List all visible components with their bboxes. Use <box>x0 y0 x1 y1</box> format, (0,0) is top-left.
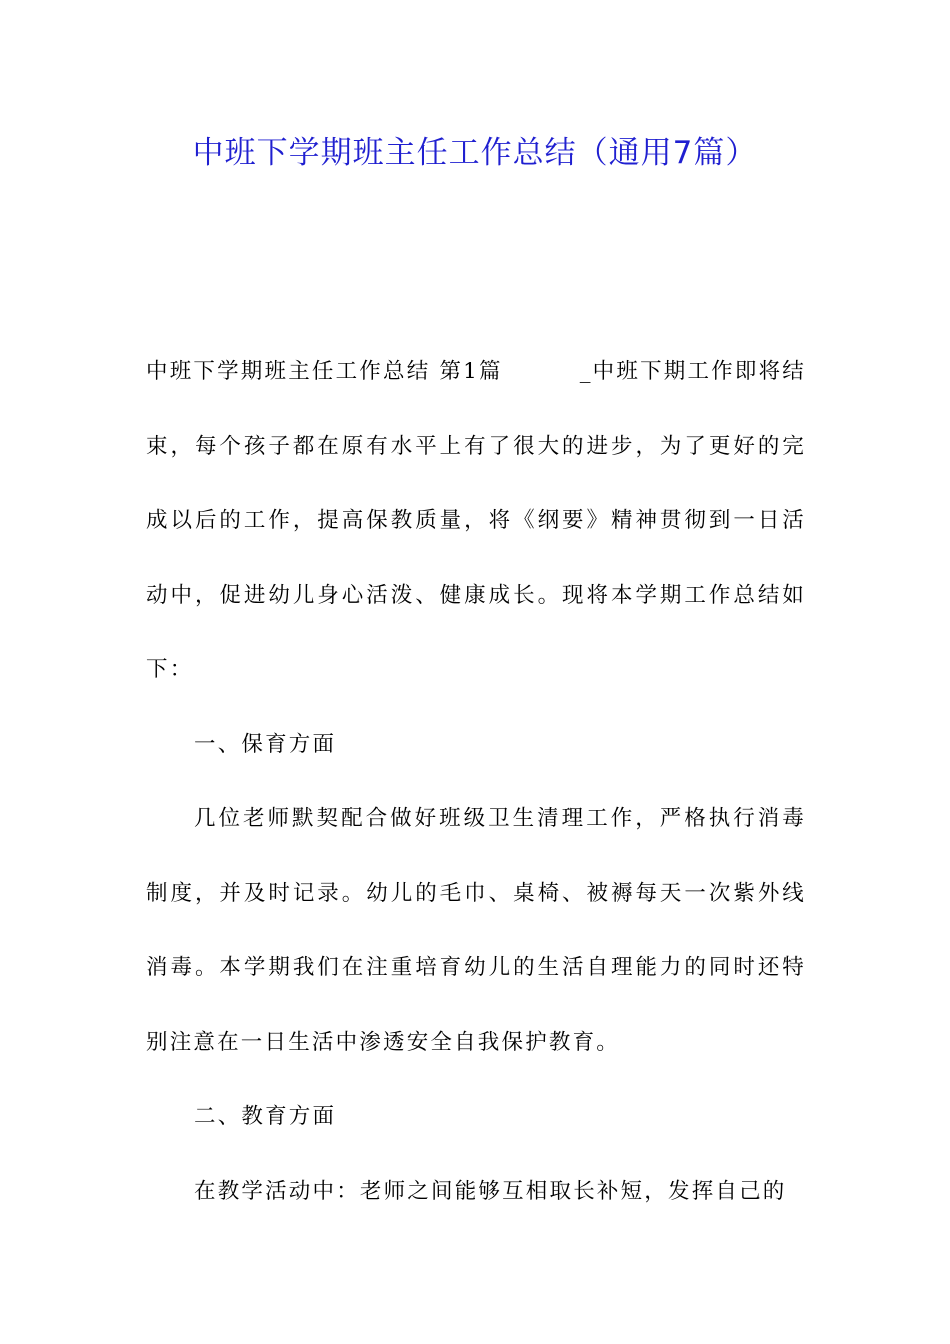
section-heading-care: 一、保育方面 <box>194 731 337 757</box>
intro-heading: 中班下学期班主任工作总结 第1篇 <box>146 359 503 384</box>
intro-lead: _中班下期工作即将结 <box>579 359 806 384</box>
section-heading-education: 二、教育方面 <box>194 1104 337 1129</box>
document-title: 中班下学期班主任工作总结（通用7篇） <box>192 135 758 171</box>
document-body <box>146 335 806 1229</box>
intro-paragraph: 束，每个孩子都在原有水平上有了很大的进步，为了更好的完成以后的工作，提高保教质量，将《纲要》精神贯彻到一日活动中，促进幼儿身心活泼、健康成长。现将本学期工作总结如下： <box>146 433 806 682</box>
section-paragraph-care: 几位老师默契配合做好班级卫生清理工作，严格执行消毒制度，并及时记录。幼儿的毛巾、桌椅、被褥每天一次紫外线消毒。本学期我们在注重培育幼儿的生活自理能力的同时还特别注意在一日生活中渗透安全自我保护教育。 <box>146 806 806 1055</box>
section-paragraph-education: 在教学活动中：老师之间能够互相取长补短，发挥自己的 <box>194 1178 787 1204</box>
intro-first-line <box>146 335 806 410</box>
